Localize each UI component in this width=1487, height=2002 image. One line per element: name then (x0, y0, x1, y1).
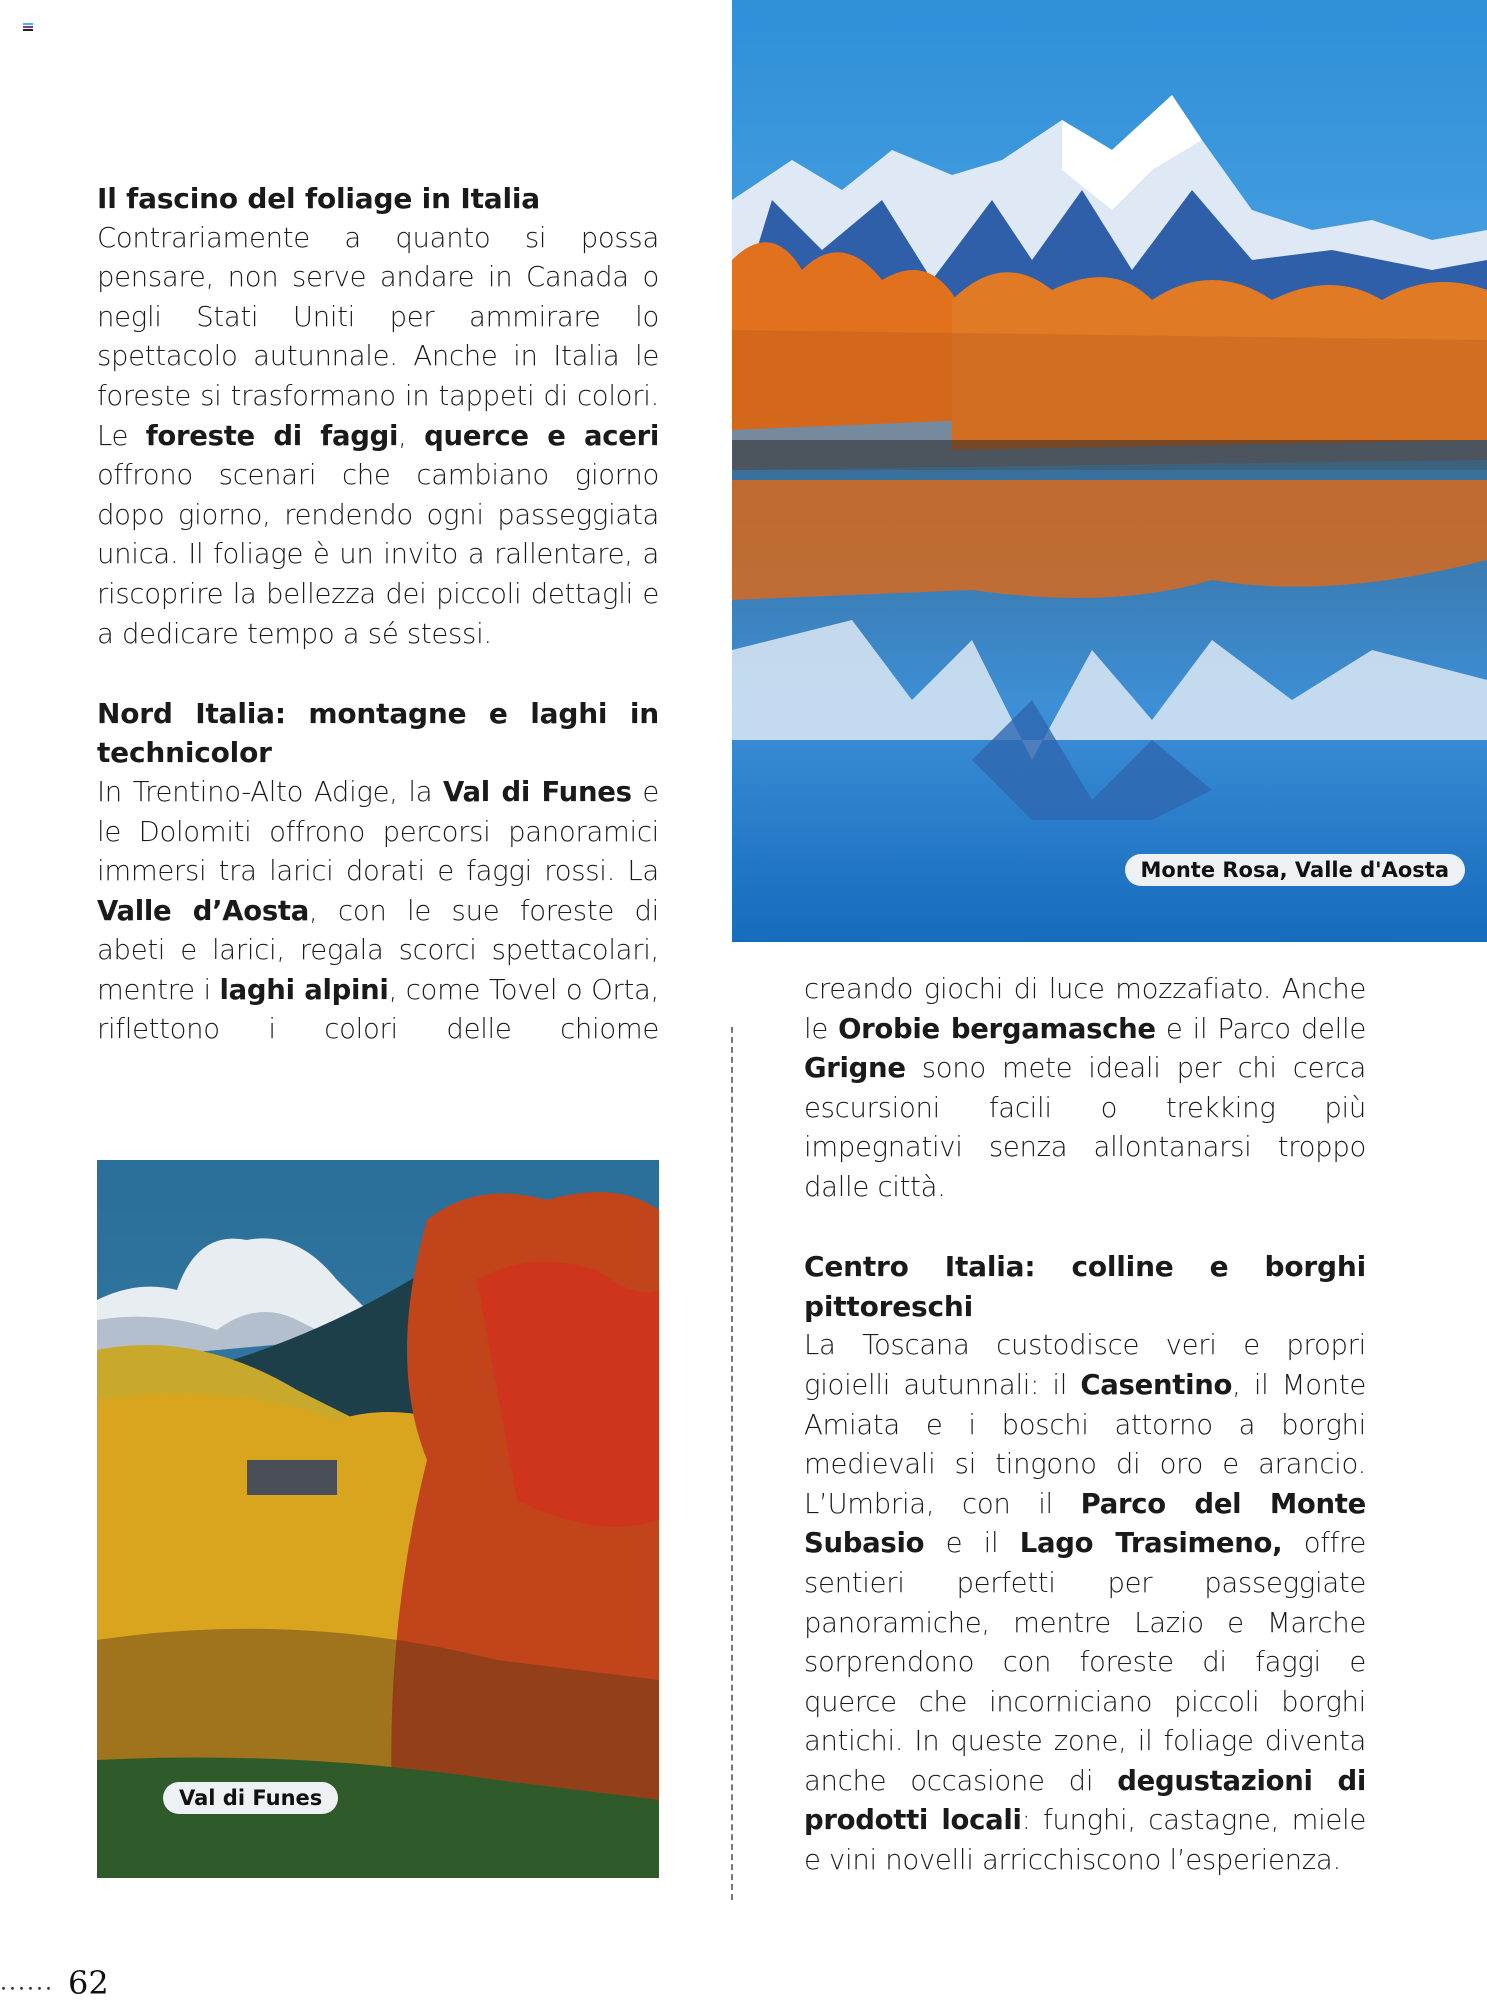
column-divider (731, 1027, 733, 1900)
text-run: e le Dolomiti offrono percorsi panoramici immersi tra larici dorati e faggi rossi. La (97, 775, 660, 888)
right-column (804, 970, 1366, 1881)
text-run: sono mete ideali per chi cerca escursioni facili o trekking più impegnativi senza allontanarsi troppo dalle città. (804, 1052, 1366, 1203)
print-registration-mark (23, 23, 33, 33)
bold-run: Lago Trasimeno, (1019, 1527, 1283, 1560)
bold-run: Parco del Monte Subasio (804, 1487, 1366, 1560)
bold-run: degustazioni di prodotti locali (804, 1764, 1366, 1837)
bold-run: Grigne (804, 1052, 906, 1085)
bold-run: foreste di faggi (145, 419, 399, 452)
paragraph-nord (97, 773, 659, 1050)
text-run: , (398, 419, 425, 452)
left-column (97, 179, 659, 1050)
section-title-fascino: Il fascino del foliage in Italia (97, 182, 540, 215)
text-run: In Trentino-Alto Adige, la (97, 775, 444, 808)
text-run: , come Tovel o Orta, riflettono i colori delle chiome (97, 973, 659, 1046)
bold-run: Valle d’Aosta (97, 894, 310, 927)
text-run: e il (924, 1527, 1020, 1560)
text-run: e il Parco delle (1155, 1012, 1366, 1045)
photo-val-di-funes (97, 1160, 659, 1878)
page-folio (0, 1964, 109, 2002)
bold-run: laghi alpini (219, 973, 389, 1006)
paragraph-centro (804, 1326, 1366, 1880)
text-run: offrono scenari che cambiano giorno dopo giorno, rendendo ogni passeggiata unica. Il foliage è un invito a rallentare, a riscoprire la bellezza dei piccoli dettagli e a dedicare tempo a sé stessi. (97, 459, 659, 650)
photo-monte-rosa (732, 0, 1487, 942)
bold-run: Orobie bergamasche (838, 1012, 1156, 1045)
section-title-nord: Nord Italia: montagne e laghi in technicolor (97, 696, 659, 770)
text-run: , con le sue foreste di abeti e larici, regala scorci spettacolari, mentre i (97, 894, 659, 1006)
bold-run: querce e aceri (424, 419, 659, 452)
text-run: Contrariamente a quanto si possa pensare, non serve andare in Canada o negli Stati Uniti per ammirare lo spettacolo autunnale. Anche in Italia le foreste si trasformano in tappeti di colori. Le (97, 221, 659, 452)
text-run: offre sentieri perfetti per passeggiate panoramiche, mentre Lazio e Marche sorprendono con foreste di faggi e querce che incorniciano piccoli borghi antichi. In queste zone, il foliage diventa anche occasione di (804, 1527, 1367, 1797)
text-run: La Toscana custodisce veri e propri gioielli autunnali: il (804, 1329, 1366, 1401)
bold-run: Casentino (1080, 1368, 1233, 1401)
section-title-centro: Centro Italia: colline e borghi pittoreschi (804, 1250, 1366, 1323)
lake-mountain-photo-icon (732, 0, 1487, 942)
photo-caption: Monte Rosa, Valle d'Aosta (1125, 854, 1466, 886)
paragraph-nord-continued (804, 970, 1366, 1208)
text-run: : funghi, castagne, miele e vini novelli arricchiscono l’esperienza. (804, 1804, 1366, 1877)
text-run: creando giochi di luce mozzafiato. Anche le (804, 973, 1366, 1045)
valley-photo-icon (97, 1160, 659, 1878)
paragraph-fascino (97, 219, 659, 655)
folio-leader: ...... (0, 1970, 54, 1996)
page-number: 62 (67, 1964, 109, 2002)
bold-run: Val di Funes (443, 775, 632, 808)
photo-caption: Val di Funes (163, 1782, 338, 1814)
text-run: , il Monte Amiata e i boschi attorno a borghi medievali si tingono di oro e arancio. L’Umbria, con il (804, 1368, 1366, 1520)
